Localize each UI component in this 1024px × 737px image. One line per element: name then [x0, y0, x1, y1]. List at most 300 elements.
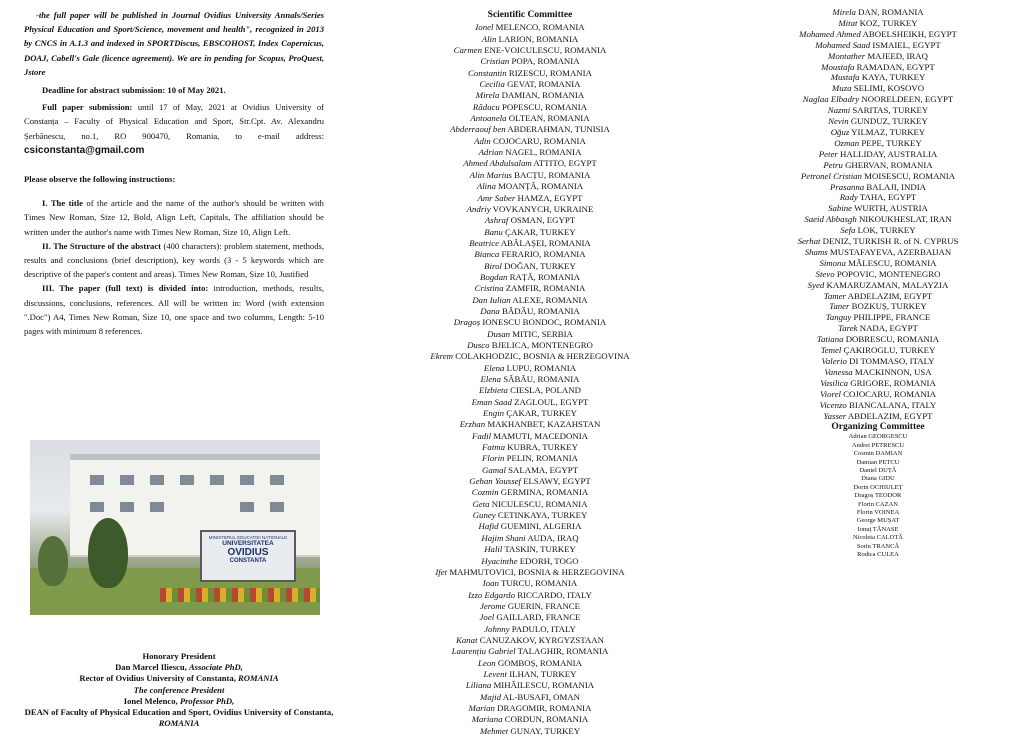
building-window — [210, 475, 224, 485]
member-given-name: Dana — [480, 305, 500, 316]
instruction-structure — [24, 239, 324, 282]
building-window — [240, 475, 254, 485]
member-given-name: Cristian — [480, 56, 510, 67]
organizing-member: Diana GIDU — [861, 475, 895, 483]
committee-member — [380, 272, 680, 283]
member-surname-country: ISMAIEL, EGYPT — [872, 39, 941, 50]
building-window — [120, 502, 134, 512]
committee-member — [380, 124, 680, 135]
member-given-name: Valerio — [821, 356, 847, 366]
member-given-name: Naglaa Elbadry — [802, 94, 860, 105]
member-surname-country: KOZ, TURKEY — [859, 17, 918, 28]
member-surname-country: COJOCARU, ROMANIA — [492, 135, 586, 146]
member-surname-country: ABOELSHEIKH, EGYPT — [862, 28, 957, 39]
member-given-name: Petru — [823, 159, 843, 170]
member-surname-country: POPESCU, ROMANIA — [502, 101, 588, 112]
member-given-name: Mirela — [475, 90, 500, 101]
committee-member — [380, 680, 680, 691]
member-surname-country: LOK, TURKEY — [857, 225, 916, 236]
member-surname-country: MAMUTI, MACEDONIA — [493, 430, 589, 441]
member-given-name: Dan Iulian — [472, 294, 511, 305]
committee-member — [738, 247, 1018, 258]
member-surname-country: OLTEAN, ROMANIA — [508, 113, 590, 124]
committee-member — [738, 182, 1018, 193]
member-given-name: Nevin — [828, 116, 849, 127]
committee-member — [380, 45, 680, 56]
member-surname-country: ABDELAZIM, EGYPT — [847, 290, 933, 301]
committee-member — [738, 345, 1018, 356]
member-given-name: Vasilica — [820, 377, 849, 388]
scientific-committee — [380, 10, 680, 737]
building-window — [150, 502, 164, 512]
member-surname-country: RIZESCU, ROMANIA — [508, 67, 592, 78]
instruction-title-text: of the article and the name of the author's should be written with Times New Roman, Size 12, Bold, Align Left, Capitals, The affiliation should be written under the author's name with Times New Roman, Size 10, Align Left. — [24, 198, 324, 237]
member-given-name: Adrian — [478, 147, 503, 158]
member-given-name: Joel — [479, 612, 495, 623]
honorary-name-line — [24, 662, 334, 673]
member-given-name: Elena — [483, 362, 505, 373]
committee-member — [738, 236, 1018, 247]
member-given-name: Mirela — [832, 7, 856, 17]
member-given-name: Tanguy — [825, 312, 852, 323]
committee-member — [380, 499, 680, 510]
member-given-name: Fadil — [471, 430, 492, 441]
president-name-line — [24, 696, 334, 707]
member-surname-country: SĂBĂU, ROMANIA — [503, 374, 580, 384]
member-surname-country: ABDERAHMAN, TUNISIA — [507, 124, 610, 135]
contact-email[interactable]: csiconstanta@gmail.com — [24, 144, 145, 156]
building-window — [270, 475, 284, 485]
member-given-name: Mehmet — [479, 725, 509, 736]
committee-member — [380, 181, 680, 192]
abstract-deadline: Deadline for abstract submission: 10 of May 2021. — [42, 85, 226, 96]
member-surname-country: KUBRA, TURKEY — [507, 442, 578, 453]
committee-member — [380, 306, 680, 317]
honorary-name: Dan Marcel Iliescu, — [115, 662, 187, 673]
committee-member — [380, 385, 680, 396]
committee-member — [380, 692, 680, 703]
member-surname-country: FERARIO, ROMANIA — [501, 249, 586, 260]
instruction-structure-label: II. The Structure of the abstract — [42, 240, 162, 251]
member-surname-country: GUEMINI, ALGERIA — [500, 521, 582, 532]
organizing-member: Adrian GEORGESCU — [848, 433, 908, 441]
member-surname-country: KAMARUZAMAN, MALAYZIA — [826, 279, 949, 290]
committee-member — [380, 714, 680, 725]
member-surname-country: PHILIPPE, FRANCE — [853, 312, 931, 323]
member-surname-country: DOĞAN, TURKEY — [504, 260, 576, 271]
honorary-presidents — [24, 651, 334, 729]
committee-member — [380, 193, 680, 204]
committee-member — [380, 340, 680, 351]
member-surname-country: LUPU, ROMANIA — [506, 362, 577, 373]
building-window — [150, 475, 164, 485]
member-given-name: Ashraf — [484, 215, 509, 226]
instruction-paper — [24, 281, 324, 338]
member-given-name: Birol — [484, 260, 502, 271]
member-given-name: Vicenzo — [819, 399, 847, 410]
member-given-name: Kanat — [456, 634, 478, 645]
member-given-name: Montather — [828, 50, 866, 61]
honorary-role: Associate PhD, — [188, 662, 243, 673]
member-surname-country: BJELICA, MONTENEGRO — [491, 339, 593, 350]
organizing-committee — [738, 422, 1018, 559]
organizing-member: Damian PETCU — [856, 458, 900, 466]
organizing-member: Daniel DUȚĂ — [859, 466, 897, 474]
member-given-name: Gamal — [481, 464, 506, 475]
member-given-name: Simona — [819, 257, 846, 268]
committee-member — [380, 351, 680, 362]
committee-member — [738, 94, 1018, 105]
committee-member — [380, 261, 680, 272]
committee-member — [380, 204, 680, 215]
rector-text: Rector of Ovidius University of Constanta, — [79, 673, 236, 684]
member-surname-country: BOZKUȘ, TURKEY — [851, 301, 927, 312]
member-surname-country: GERMINA, ROMANIA — [500, 487, 589, 498]
member-given-name: Constantin — [468, 67, 507, 78]
committee-member — [738, 138, 1018, 149]
organizing-member: Florin VOINEA — [856, 509, 900, 516]
committee-member — [380, 158, 680, 169]
member-given-name: Mohamed Saad — [815, 39, 871, 50]
committee-member — [380, 442, 680, 453]
committee-member — [738, 389, 1018, 400]
member-given-name: Saeid Abbasgh — [804, 214, 857, 225]
building-window — [90, 475, 104, 485]
committee-member — [380, 283, 680, 294]
member-given-name: Halil — [484, 544, 503, 555]
member-given-name: Florin — [481, 453, 505, 464]
president-role: Professor PhD, — [179, 695, 235, 706]
committee-member — [738, 323, 1018, 334]
full-paper-label: Full paper submission: — [42, 102, 133, 113]
member-given-name: Antoanela — [470, 113, 507, 124]
instruction-paper-label: III. The paper (full text) is divided into: — [42, 283, 209, 294]
member-given-name: Ifet — [435, 566, 448, 577]
member-given-name: Sabine — [828, 203, 853, 214]
committee-member — [738, 269, 1018, 280]
sign-universitatea: UNIVERSITATEA — [222, 540, 274, 547]
member-given-name: Dusan — [487, 328, 511, 339]
member-surname-country: RICCARDO, ITALY — [517, 589, 592, 600]
committee-member — [738, 203, 1018, 214]
committee-member — [380, 147, 680, 158]
committee-member — [380, 601, 680, 612]
full-paper-submission — [24, 100, 324, 158]
member-surname-country: IONESCU BONDOC, ROMANIA — [482, 317, 607, 328]
committee-member — [738, 83, 1018, 94]
committee-member — [380, 476, 680, 487]
committee-member — [380, 419, 680, 430]
member-given-name: Leon — [478, 657, 496, 668]
committee-member — [380, 431, 680, 442]
member-given-name: Sefa — [840, 225, 856, 236]
member-given-name: Laurențiu Gabriel — [451, 646, 516, 657]
member-given-name: Oğuz — [830, 126, 850, 137]
organizing-member: Rodica CULEA — [857, 551, 899, 559]
dean-line — [24, 707, 334, 729]
member-given-name: Geta — [472, 498, 490, 509]
member-given-name: Alin Marius — [469, 169, 512, 180]
dean-text: DEAN of Faculty of Physical Education and Sport, Ovidius University of Constanta, — [24, 707, 334, 718]
committee-member — [380, 68, 680, 79]
member-given-name: Shams — [804, 246, 828, 257]
committee-member — [380, 726, 680, 737]
member-surname-country: DOBRESCU, ROMANIA — [845, 334, 940, 345]
member-surname-country: CETINKAYA, TURKEY — [497, 510, 588, 521]
committee-member — [380, 363, 680, 374]
member-surname-country: GUERIN, FRANCE — [507, 600, 581, 611]
committee-member — [738, 171, 1018, 182]
committee-member — [738, 400, 1018, 411]
member-given-name: Liliana — [465, 680, 492, 691]
member-given-name: Ozman — [834, 137, 860, 148]
organizing-member: Nicoleta CALOTĂ — [852, 534, 903, 542]
committee-member — [380, 544, 680, 555]
member-given-name: Ekrem — [430, 351, 453, 362]
organizing-member: Florin CAZAN — [858, 500, 898, 508]
member-given-name: Eman Saad — [471, 396, 512, 407]
committee-member — [738, 334, 1018, 345]
committee-member — [380, 556, 680, 567]
member-surname-country: ZAMFIR, ROMANIA — [505, 283, 586, 294]
committee-member — [738, 378, 1018, 389]
full-paper-text: until 17 of May, 2021 at Ovidius University of Constanța – Faculty of Physical Education and Sport, Str.Cpt. Av. Alexandru Șerbănescu, no.1, RO 900470, Romania, to e-mail address: — [24, 102, 324, 141]
member-given-name: Moustafa — [821, 61, 855, 72]
committee-member — [738, 225, 1018, 236]
organizing-committee-list — [738, 433, 1018, 559]
organizing-member: Dorin OCHIULEȚ — [853, 483, 903, 491]
member-surname-country: MAHMUTOVICI, BOSNIA & HERZEGOVINA — [449, 566, 625, 577]
instruction-structure-text: (400 characters): problem statement, methods, results and conclusions (brief description), key words (3 - 5 keywords which are descriptive of the paper's content and areas). Times New Roman, Size 10, Justified — [24, 240, 324, 280]
member-surname-country: DAN, ROMANIA — [858, 7, 924, 17]
member-surname-country: RAMADAN, EGYPT — [856, 61, 935, 72]
committee-member — [738, 280, 1018, 291]
committee-member — [380, 567, 680, 578]
committee-member — [380, 669, 680, 680]
member-surname-country: HALLIDAY, AUSTRALIA — [840, 148, 938, 159]
member-surname-country: PEPE, TURKEY — [861, 137, 922, 148]
committee-member — [380, 317, 680, 328]
member-given-name: Gehan Youssef — [469, 476, 521, 487]
member-given-name: Ionel — [475, 22, 494, 33]
sign-constanta: CONSTANTA — [229, 558, 267, 564]
committee-member — [738, 160, 1018, 171]
member-surname-country: DI TOMMASO, ITALY — [849, 356, 935, 366]
member-given-name: Hajim Shani — [481, 532, 526, 543]
member-surname-country: ÇAKIROGLU, TURKEY — [843, 345, 936, 356]
member-surname-country: MACKINNON, USA — [854, 366, 932, 377]
member-given-name: Mitat — [838, 17, 858, 28]
member-given-name: Cristina — [474, 283, 504, 294]
committee-member — [380, 487, 680, 498]
committee-member — [738, 312, 1018, 323]
member-given-name: Dusco — [467, 339, 490, 350]
member-surname-country: MUSTAFAYEVA, AZERBAIJAN — [829, 246, 952, 257]
member-given-name: Andriy — [466, 203, 491, 214]
committee-member — [380, 646, 680, 657]
member-given-name: Tamer — [823, 290, 846, 301]
member-surname-country: MAKHANBET, KAZAHSTAN — [487, 419, 601, 430]
scientific-committee-title: Scientific Committee — [487, 10, 573, 20]
organizing-member: Dragoș TEODOR — [854, 492, 902, 500]
member-given-name: Taner — [829, 301, 850, 312]
member-surname-country: ZAGLOUL, EGYPT — [514, 396, 589, 407]
member-surname-country: NOORELDEEN, EGYPT — [861, 94, 954, 105]
member-given-name: Syed — [807, 279, 825, 290]
sign-ministry: MINISTERUL EDUCATIEI NATIONALE — [208, 535, 288, 540]
committee-member — [738, 72, 1018, 83]
tree — [88, 518, 128, 588]
member-surname-country: MELENCO, ROMANIA — [495, 22, 585, 33]
committee-member — [738, 62, 1018, 73]
committee-member — [380, 79, 680, 90]
committee-member — [380, 521, 680, 532]
member-surname-country: OSMAN, EGYPT — [510, 215, 576, 226]
member-surname-country: PELIN, ROMANIA — [506, 453, 579, 464]
member-given-name: Hafid — [478, 521, 499, 532]
committee-member — [380, 578, 680, 589]
member-surname-country: SARITAS, TURKEY — [852, 105, 929, 116]
member-surname-country: WURTH, AUSTRIA — [854, 203, 928, 214]
committee-member — [380, 612, 680, 623]
building-window — [90, 502, 104, 512]
member-surname-country: ABDELAZIM, EGYPT — [847, 410, 933, 421]
member-surname-country: MITIC, SERBIA — [512, 328, 573, 339]
member-surname-country: GHERVAN, ROMANIA — [845, 159, 933, 170]
member-given-name: Erzhan — [459, 419, 486, 430]
member-given-name: Levent — [483, 668, 507, 679]
committee-member — [380, 329, 680, 340]
committee-member — [738, 301, 1018, 312]
scientific-committee-list — [380, 22, 680, 737]
member-given-name: Tatiana — [816, 334, 844, 345]
member-surname-country: COLAKHODZIC, BOSNIA & HERZEGOVINA — [455, 351, 630, 362]
member-surname-country: NADA, EGYPT — [859, 323, 918, 334]
instructions-heading: Please observe the following instructions: — [24, 174, 176, 185]
member-given-name: Petronel Cristian — [800, 170, 862, 181]
member-surname-country: GAILLARD, FRANCE — [496, 612, 581, 623]
publication-note: -the full paper will be published in Journal Ovidius University Annals/Series Physical Education and Sport/Science, movement and health", recognized in 2013 by CNCS in A.1.3 and indexed in SPORTDiscus, EBSCOHOST, Index Copernicus, DOAJ, Cabell's Gale (licence agreement). We are in pending for Scopus, ProQuest, Jstore — [24, 10, 324, 77]
member-surname-country: TAHA, EGYPT — [859, 192, 917, 203]
member-surname-country: POPOVIC, MONTENEGRO — [836, 268, 941, 279]
committee-member — [380, 238, 680, 249]
member-given-name: Mohamed Ahmed — [799, 28, 861, 39]
committee-member — [380, 295, 680, 306]
member-surname-country: BIANCALANA, ITALY — [849, 399, 937, 410]
committee-member — [738, 356, 1018, 367]
committee-member — [380, 90, 680, 101]
member-surname-country: SALAMA, EGYPT — [508, 464, 579, 475]
committee-member — [380, 170, 680, 181]
committee-member — [380, 215, 680, 226]
member-surname-country: DRAGOMIR, ROMANIA — [497, 702, 592, 713]
organizing-committee-title: Organizing Committee — [831, 422, 925, 433]
member-given-name: Ahmed Abdulsalam — [463, 158, 532, 169]
instruction-title-label: I. The title — [42, 198, 83, 209]
member-surname-country: KAYA, TURKEY — [861, 72, 926, 83]
organizing-member: Cosmin DAMIAN — [853, 450, 903, 458]
committee-member — [738, 51, 1018, 62]
member-given-name: Stevo — [815, 268, 835, 279]
university-photo — [30, 440, 320, 615]
member-surname-country: AL-BUSAFI, OMAN — [502, 691, 580, 702]
member-surname-country: MOANȚĂ, ROMANIA — [498, 181, 584, 192]
tree — [38, 536, 68, 586]
member-surname-country: SELIMI, KOSOVO — [853, 83, 925, 94]
building-window — [270, 502, 284, 512]
member-surname-country: POPA, ROMANIA — [511, 56, 580, 67]
member-given-name: Elena — [480, 374, 502, 384]
member-given-name: Dragoș — [453, 317, 481, 328]
member-surname-country: MĂLESCU, ROMANIA — [848, 257, 937, 268]
member-given-name: Serhat — [797, 236, 821, 247]
committee-member — [738, 411, 1018, 422]
committee-member — [380, 590, 680, 601]
member-surname-country: CORDUN, ROMANIA — [504, 714, 589, 725]
building-window — [120, 475, 134, 485]
member-given-name: Prasanna — [829, 181, 865, 192]
member-given-name: Mariana — [471, 714, 503, 725]
member-surname-country: CANUZAKOV, KYRGYZSTAAN — [479, 634, 604, 645]
member-surname-country: NIKOUKHESLAT, IRAN — [858, 214, 952, 225]
sign-ovidius: OVIDIUS — [227, 547, 269, 558]
instruction-paper-text: introduction, methods, results, discussions, conclusions, references. All will be written in: Word (with extension ".Doc") A4, Times New Roman, Size 10, one space and two columns, Length: 5-10 pages with minimum 8 references. — [24, 283, 324, 337]
member-surname-country: MOISESCU, ROMANIA — [864, 170, 956, 181]
member-surname-country: GRIGORE, ROMANIA — [850, 377, 936, 388]
committee-continued — [738, 7, 1018, 559]
committee-member — [380, 453, 680, 464]
member-surname-country: NAGEL, ROMANIA — [505, 147, 582, 158]
member-surname-country: AUDA, IRAQ — [527, 532, 579, 543]
organizing-member: Ionuț TĂNASE — [857, 525, 899, 533]
committee-member — [380, 227, 680, 238]
committee-member — [738, 149, 1018, 160]
committee-member — [380, 374, 680, 385]
member-given-name: Nazmi — [827, 105, 851, 116]
committee-member — [738, 258, 1018, 269]
member-given-name: Muza — [831, 83, 852, 94]
member-surname-country: RAȚĂ, ROMANIA — [509, 271, 580, 282]
member-surname-country: GUNDUZ, TURKEY — [850, 116, 928, 127]
member-given-name: Johnny — [484, 623, 510, 634]
member-surname-country: LARION, ROMANIA — [498, 33, 579, 44]
committee-member — [380, 465, 680, 476]
member-surname-country: VOVKANYCH, UKRAINE — [492, 203, 594, 214]
member-surname-country: ABĂLAȘEI, ROMANIA — [500, 237, 591, 248]
committee-member — [380, 136, 680, 147]
member-surname-country: BACȚU, ROMANIA — [514, 169, 591, 180]
member-surname-country: PADULO, ITALY — [511, 623, 576, 634]
president-name: Ionel Melenco, — [123, 695, 178, 706]
member-given-name: Beatrice — [469, 237, 500, 248]
committee-member — [738, 127, 1018, 138]
member-given-name: Ioan — [482, 578, 499, 589]
member-given-name: Bianca — [474, 249, 500, 260]
member-surname-country: TASKIN, TURKEY — [504, 544, 576, 555]
member-given-name: Bogdan — [480, 271, 508, 282]
committee-member — [380, 56, 680, 67]
member-given-name: Viorel — [819, 388, 841, 399]
conference-president-title: The conference President — [133, 684, 225, 695]
member-surname-country: TALAGHIR, ROMANIA — [517, 646, 609, 657]
member-given-name: Adin — [474, 135, 491, 146]
member-given-name: Alin — [481, 33, 497, 44]
member-given-name: Alina — [476, 181, 496, 192]
committee-member — [380, 703, 680, 714]
member-given-name: Yasser — [823, 410, 847, 421]
member-given-name: Elzbieta — [479, 385, 508, 396]
instruction-title — [24, 196, 324, 239]
